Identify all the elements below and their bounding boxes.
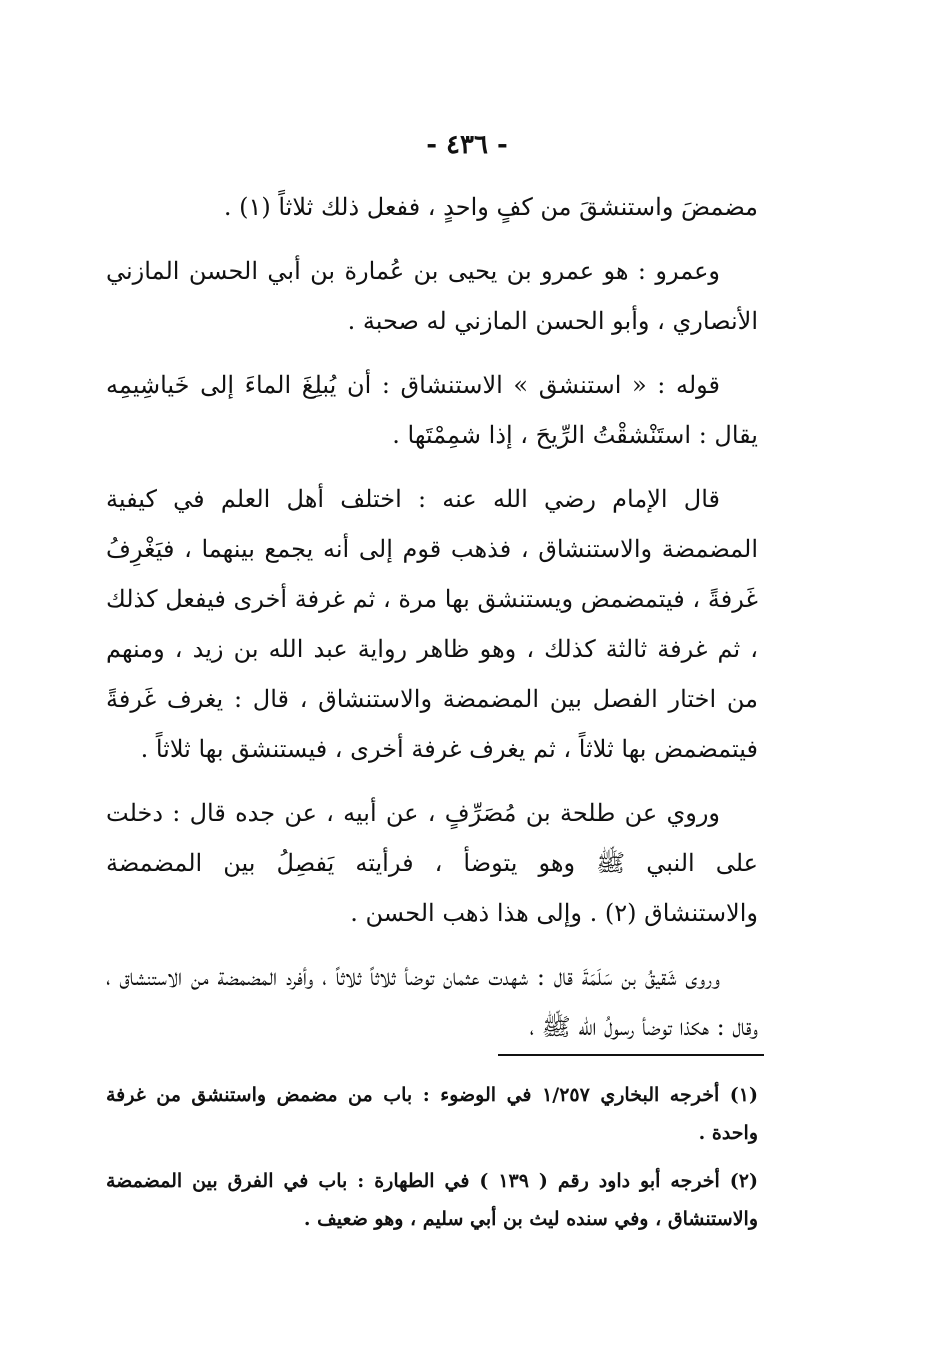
paragraph-4: قال الإمام رضي الله عنه : اختلف أهل العلم في كيفية المضمضة والاستنشاق ، فذهب قوم إلى أنه يجمع بينهما ، فيَغْرِفُ غَرفةً ، فيتمضمض ويستنشق بها مرة ، ثم غرفة أخرى فيفعل كذلك ، ثم غرفة ثالثة كذلك ، وهو ظاهر رواية عبد الله بن زيد ، ومنهم من اختار الفصل بين المضمضة والاستنشاق ، قال : يغرف غَرفةً فيتمضمض بها ثلاثاً ، ثم يغرف غرفة أخرى ، فيستنشق بها ثلاثاً .	[106, 485, 758, 763]
page-number: - ٤٣٦ -	[426, 130, 508, 160]
footnote-1: (١) أخرجه البخاري ١/٢٥٧ في الوضوء : باب من مضمض واستنشق من غرفة واحدة .	[106, 1084, 758, 1144]
footnote-divider	[498, 1054, 764, 1056]
paragraph-2: وعمرو : هو عمرو بن يحيى بن عُمارة بن أبي الحسن المازني الأنصاري ، وأبو الحسن المازني له صحبة .	[106, 257, 758, 335]
paragraph-1: مضمضَ واستنشقَ من كفٍ واحدٍ ، ففعل ذلك ثلاثاً (١) .	[223, 193, 758, 221]
paragraph-6: وروى شَقيقُ بن سَلَمَةَ قال : شهدت عثمان توضأ ثلاثاً ثلاثاً ، وأفرد المضمضة من الاستنشاق ، وقال : هكذا توضأ رسولُ الله ﷺ ،	[106, 963, 758, 1041]
paragraph-5: وروي عن طلحة بن مُصَرِّفٍ ، عن أبيه ، عن جده قال : دخلت على النبي ﷺ وهو يتوضأ ، فرأيته يَفصِلُ بين المضمضة والاستنشاق (٢) . وإلى هذا ذهب الحسن .	[106, 799, 758, 927]
main-text	[106, 182, 758, 1066]
paragraph-3: قوله : « استنشق » الاستنشاق : أن يُبلِغَ الماءَ إلى خَياشِيمِه يقال : استَنْشقْتُ الرِّيحَ ، إذا شمِمْتَها .	[106, 371, 758, 449]
footnotes	[106, 1076, 758, 1248]
footnote-2: (٢) أخرجه أبو داود رقم ( ١٣٩ ) في الطهارة : باب في الفرق بين المضمضة والاستنشاق ، وفي سنده ليث بن أبي سليم ، وهو ضعيف .	[106, 1170, 758, 1230]
